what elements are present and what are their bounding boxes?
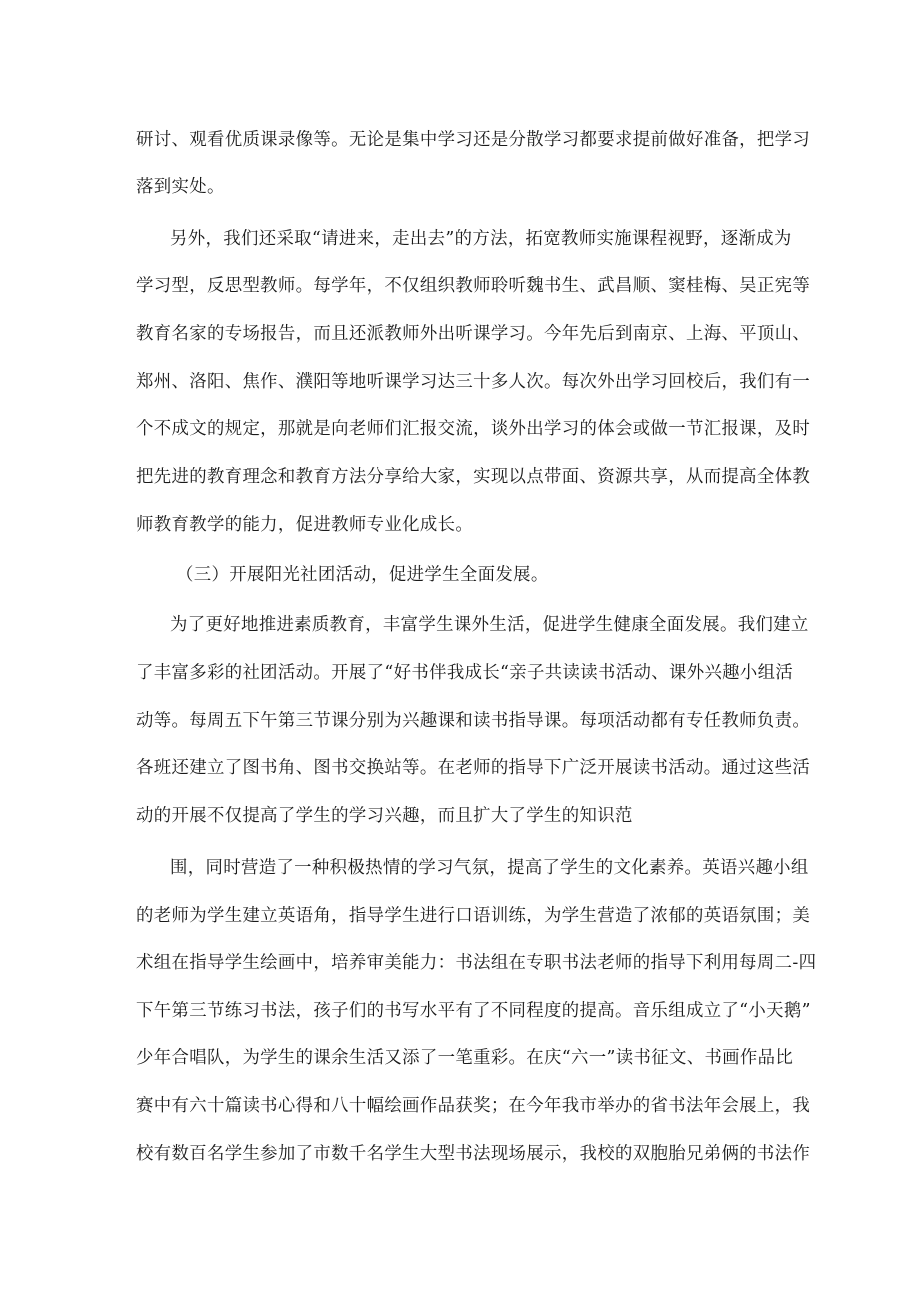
paragraph-first-line: 为了更好地推进素质教育，丰富学生课外生活，促进学生健康全面发展。我们建立	[170, 615, 809, 635]
text-line-6: 郑州、洛阳、焦作、濮阳等地听课学习达三十多人次。每次外出学习回校后，我们有一	[136, 372, 811, 392]
text-line-13: 动等。每周五下午第三节课分别为兴趣课和读书指导课。每项活动都有专任教师负责。	[136, 711, 811, 731]
paragraph-first-line: 围，同时营造了一种积极热情的学习气氛，提高了学生的文化素养。英语兴趣小组	[170, 858, 809, 878]
text-line-19: 下午第三节练习书法，孩子们的书写水平有了不同程度的提高。音乐组成立了“小天鹅”	[136, 1001, 811, 1021]
text-line-5: 教育名家的专场报告，而且还派教师外出听课学习。今年先后到南京、上海、平顶山、	[136, 324, 811, 344]
text-line-12: 了丰富多彩的社团活动。开展了“好书伴我成长“亲子共读读书活动、课外兴趣小组活	[136, 663, 794, 683]
section-heading: （三）开展阳光社团活动，促进学生全面发展。	[176, 565, 549, 585]
text-line-2: 落到实处。	[136, 177, 225, 197]
text-line-8: 把先进的教育理念和教育方法分享给大家，实现以点带面、资源共享，从而提高全体教	[136, 467, 811, 487]
text-line-14: 各班还建立了图书角、图书交换站等。在老师的指导下广泛开展读书活动。通过这些活	[136, 758, 811, 778]
paragraph-first-line: 另外，我们还采取“请进来，走出去”的方法，拓宽教师实施课程视野，逐渐成为	[170, 229, 792, 249]
text-line-9: 师教育教学的能力，促进教师专业化成长。	[136, 515, 474, 535]
text-line-17: 的老师为学生建立英语角，指导学生进行口语训练，为学生营造了浓郁的英语氛围；美	[136, 906, 811, 926]
text-line-18: 术组在指导学生绘画中，培养审美能力：书法组在专职书法老师的指导下利用每周二-四	[136, 953, 817, 973]
text-line-4: 学习型，反思型教师。每学年，不仅组织教师聆听魏书生、武昌顺、窦桂梅、吴正宪等	[136, 276, 811, 296]
text-line-15: 动的开展不仅提高了学生的学习兴趣，而且扩大了学生的知识范	[136, 806, 633, 826]
text-line-22: 校有数百名学生参加了市数千名学生大型书法现场展示，我校的双胞胎兄弟俩的书法作	[136, 1144, 811, 1164]
text-line-20: 少年合唱队，为学生的课余生活又添了一笔重彩。在庆“六一”读书征文、书画作品比	[136, 1048, 794, 1068]
text-line-1: 研讨、观看优质课录像等。无论是集中学习还是分散学习都要求提前做好准备，把学习	[136, 130, 811, 150]
text-line-7: 个不成文的规定，那就是向老师们汇报交流，谈外出学习的体会或做一节汇报课，及时	[136, 419, 811, 439]
text-line-21: 赛中有六十篇读书心得和八十幅绘画作品获奖；在今年我市举办的省书法年会展上，我	[136, 1096, 811, 1116]
